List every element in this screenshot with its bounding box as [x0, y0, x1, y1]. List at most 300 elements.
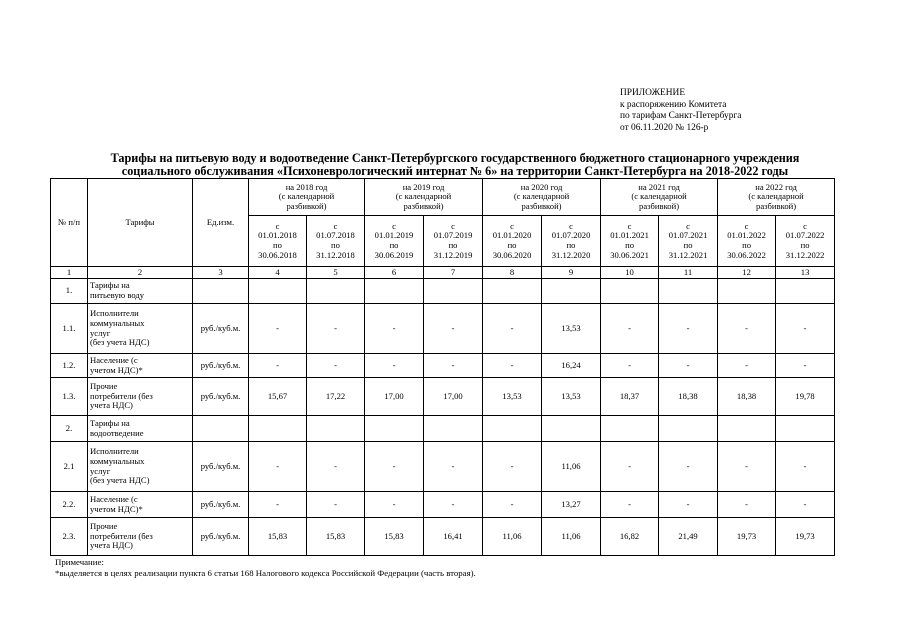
tariff-value [483, 304, 542, 354]
tariff-name-line: Прочие [90, 381, 118, 392]
tariff-value [249, 518, 307, 556]
cell-text: - [803, 460, 807, 471]
column-number [483, 267, 542, 279]
header-year-line: на 2020 год [520, 181, 563, 192]
cell-text: № п/п [58, 216, 80, 227]
header-period-line: 31.12.2022 [785, 249, 825, 260]
row-tariff-name [88, 416, 193, 442]
appendix-line: ПРИЛОЖЕНИЕ [620, 88, 686, 98]
cell-text: 16,41 [443, 530, 463, 541]
row-number [51, 416, 88, 442]
column-number [659, 267, 718, 279]
tariff-value [365, 442, 424, 492]
header-period-line: 01.07.2020 [551, 230, 591, 241]
table-row [51, 416, 835, 442]
cell-text: - [628, 322, 631, 333]
tariff-value [659, 518, 718, 556]
cell-text: - [628, 359, 631, 370]
tariff-value [776, 518, 835, 556]
tariff-value [601, 416, 659, 442]
tariff-value [365, 304, 424, 354]
tariff-value [365, 518, 424, 556]
header-period-line: 30.06.2020 [492, 249, 532, 260]
tariff-value [659, 354, 718, 378]
tariff-value [365, 354, 424, 378]
tariff-value [307, 442, 365, 492]
tariff-name-line: Население (с [90, 493, 138, 504]
header-period [659, 216, 718, 267]
cell-text: 4 [275, 266, 280, 277]
tariff-value [483, 416, 542, 442]
tariff-value [718, 279, 776, 304]
header-period-line: с [275, 220, 280, 231]
header-year [718, 179, 835, 216]
tariff-value [365, 378, 424, 416]
cell-text: 1 [66, 266, 72, 277]
tariff-value [483, 279, 542, 304]
row-unit [193, 378, 249, 416]
cell-text: - [334, 498, 337, 509]
cell-text: 15,83 [267, 530, 288, 541]
tariff-value [776, 279, 835, 304]
cell-text: - [334, 322, 337, 333]
row-tariff-name [88, 279, 193, 304]
header-period-line: с [451, 220, 455, 231]
header-period-line: 30.06.2019 [374, 249, 414, 260]
tariff-value [365, 279, 424, 304]
tariff-value [776, 354, 835, 378]
cell-text: - [392, 359, 396, 370]
cell-text: - [510, 359, 514, 370]
tariff-value [659, 442, 718, 492]
header-period [718, 216, 776, 267]
tariff-name-line: потребители (без [90, 390, 153, 401]
tariff-value [249, 304, 307, 354]
header-period-line: по [683, 240, 693, 250]
header-year-line: (с календарной [278, 191, 335, 202]
header-period-line: 31.12.2018 [316, 249, 355, 260]
tariff-value [424, 378, 483, 416]
tariff-name-line: Тарифы на [90, 280, 130, 291]
cell-text: 13,53 [561, 322, 581, 333]
cell-text: 18,37 [619, 390, 640, 401]
header-period-line: по [625, 240, 634, 250]
tariff-value [249, 492, 307, 518]
tariff-value [776, 492, 835, 518]
row-unit [193, 492, 249, 518]
cell-text: 19,73 [795, 530, 815, 541]
header-period-line: 31.12.2021 [668, 249, 708, 260]
table-row [51, 378, 835, 416]
column-number [424, 267, 483, 279]
cell-text: - [745, 498, 748, 509]
tariff-value [718, 442, 776, 492]
header-year [365, 179, 483, 216]
cell-text: - [510, 322, 514, 333]
header-period-line: 01.01.2020 [492, 230, 532, 241]
header-period-line: 30.06.2022 [727, 249, 766, 260]
tariff-value [249, 416, 307, 442]
header-period-line: 01.01.2021 [610, 230, 649, 241]
row-tariff-name [88, 354, 193, 378]
cell-text: 2.1 [63, 460, 75, 471]
cell-text: - [745, 322, 748, 333]
tariff-name-line: учетом НДС)* [90, 503, 143, 514]
tariff-value [307, 279, 365, 304]
tariff-value [424, 304, 483, 354]
header-year-line: на 2019 год [402, 181, 445, 192]
cell-text: 13,53 [561, 390, 581, 401]
header-period [424, 216, 483, 267]
tariff-value [307, 518, 365, 556]
column-number [542, 267, 601, 279]
tariff-value [718, 304, 776, 354]
tariff-value [776, 304, 835, 354]
cell-text: 1.3. [62, 390, 76, 401]
tariff-value [483, 354, 542, 378]
header-period-line: по [389, 240, 399, 250]
cell-text: - [392, 498, 396, 509]
tariff-value [424, 354, 483, 378]
table-row [51, 518, 835, 556]
tariff-value [542, 518, 601, 556]
appendix-block [620, 88, 741, 134]
cell-text: 17,22 [325, 390, 346, 401]
cell-text: 11,06 [502, 530, 522, 541]
header-year-line: разбивкой) [521, 200, 562, 211]
header-period-line: 30.06.2018 [258, 249, 297, 260]
tariff-value [542, 416, 601, 442]
cell-text: 13,53 [502, 390, 522, 401]
cell-text: 2. [65, 422, 73, 433]
table-row [51, 442, 835, 492]
header-unit [193, 179, 249, 267]
cell-text: 1. [65, 285, 73, 296]
cell-text: - [686, 322, 690, 333]
cell-text: - [803, 322, 807, 333]
header-period-line: с [627, 220, 632, 231]
row-number [51, 442, 88, 492]
cell-text: 5 [333, 266, 338, 277]
header-row-years [51, 179, 835, 216]
header-period [483, 216, 542, 267]
cell-text: - [686, 460, 690, 471]
tariff-name-line: Население (с [90, 354, 138, 365]
column-number [307, 267, 365, 279]
tariff-name-line: коммунальных [90, 317, 145, 328]
tariff-name-line: (без учета НДС) [90, 475, 150, 486]
header-period-line: по [742, 240, 752, 250]
row-number [51, 354, 88, 378]
header-period-line: 01.07.2018 [316, 230, 355, 241]
cell-text: 17,00 [384, 390, 404, 401]
cell-text: - [392, 322, 396, 333]
header-year-line: разбивкой) [403, 200, 444, 211]
cell-text: 1.1. [62, 322, 76, 333]
cell-text: - [334, 460, 337, 471]
header-year [249, 179, 365, 216]
tariff-value [718, 492, 776, 518]
tariff-value [249, 354, 307, 378]
row-number [51, 304, 88, 354]
table-row [51, 279, 835, 304]
cell-text: - [686, 359, 690, 370]
header-period-line: 01.07.2022 [785, 230, 825, 241]
tariff-value [718, 518, 776, 556]
header-period [776, 216, 835, 267]
row-unit [193, 279, 249, 304]
header-period-line: по [507, 240, 517, 250]
title-line: социального обслуживания «Психоневрологический интернат № 6» на территории Санкт-Петербурга на 2018-2022 годы [121, 164, 789, 178]
tariff-name-line: Исполнители [90, 446, 139, 457]
header-period-line: с [333, 220, 338, 231]
column-number [193, 267, 249, 279]
column-number [776, 267, 835, 279]
cell-text: 18,38 [736, 390, 757, 401]
tariff-value [601, 279, 659, 304]
tariff-value [249, 279, 307, 304]
tariff-value [659, 416, 718, 442]
tariff-value [307, 378, 365, 416]
title-line: Тарифы на питьевую воду и водоотведение Санкт-Петербургского государственного бюджетного стационарного учреждения [110, 151, 800, 165]
header-year [483, 179, 601, 216]
row-unit [193, 518, 249, 556]
tariff-name-line: учетом НДС)* [90, 364, 143, 375]
header-period-line: 01.07.2019 [433, 230, 473, 241]
cell-text: 2.2. [62, 498, 76, 509]
header-period-line: 31.12.2020 [551, 249, 591, 260]
tariff-name-line: питьевую воду [90, 290, 145, 300]
tariff-name-line: Прочие [90, 521, 118, 532]
header-year-line: (с календарной [631, 191, 687, 202]
header-year-line: на 2021 год [638, 181, 680, 192]
cell-text: 9 [568, 266, 574, 277]
table-row [51, 354, 835, 378]
header-tariffs [88, 179, 193, 267]
tariff-value [307, 304, 365, 354]
tariff-value [718, 378, 776, 416]
tariff-name-line: (без учета НДС) [90, 337, 150, 348]
tariff-value [776, 416, 835, 442]
header-year-line: на 2018 год [285, 181, 328, 192]
row-tariff-name [88, 518, 193, 556]
footnote-text: *выделяется в целях реализации пункта 6 статьи 168 Налогового кодекса Российской Федерации (часть вторая). [55, 568, 476, 578]
cell-text: 3 [218, 266, 223, 277]
tariff-value [365, 492, 424, 518]
cell-text: 2.3. [62, 530, 76, 541]
tariff-value [601, 378, 659, 416]
header-period-line: с [803, 220, 807, 231]
cell-text: 13 [800, 266, 810, 277]
tariff-value [718, 416, 776, 442]
tariff-value [542, 304, 601, 354]
cell-text: - [510, 460, 514, 471]
cell-text: 8 [509, 266, 515, 277]
header-period [249, 216, 307, 267]
tariff-value [542, 279, 601, 304]
column-number [51, 267, 88, 279]
header-year-line: на 2022 год [755, 181, 797, 192]
cell-text: 18,38 [678, 390, 698, 401]
tariff-value [659, 378, 718, 416]
header-year-line: разбивкой) [756, 200, 797, 211]
header-period-line: по [331, 240, 340, 250]
tariff-value [542, 442, 601, 492]
tariff-value [483, 378, 542, 416]
cell-text: руб./куб.м. [200, 322, 241, 333]
header-period-line: с [744, 220, 749, 231]
header-year-line: (с календарной [395, 191, 452, 202]
tariff-name-line: Исполнители [90, 308, 139, 319]
cell-text: - [334, 359, 337, 370]
tariff-value [718, 354, 776, 378]
row-unit [193, 304, 249, 354]
tariffs-table [50, 178, 835, 556]
header-period [542, 216, 601, 267]
header-period-line: 01.01.2019 [374, 230, 414, 241]
row-number [51, 279, 88, 304]
cell-text: - [276, 498, 279, 509]
table-row [51, 304, 835, 354]
cell-text: 13,27 [561, 498, 581, 509]
cell-text: - [276, 359, 279, 370]
tariff-value [601, 304, 659, 354]
cell-text: 15,67 [267, 390, 288, 401]
column-number [365, 267, 424, 279]
tariff-name-line: учета НДС) [90, 400, 133, 411]
tariff-value [659, 492, 718, 518]
cell-text: Ед.изм. [206, 216, 235, 227]
column-number [601, 267, 659, 279]
tariff-value [776, 378, 835, 416]
header-period-line: по [566, 240, 576, 250]
cell-text: 10 [625, 266, 634, 277]
tariff-value [542, 492, 601, 518]
header-period-line: 01.07.2021 [668, 230, 708, 241]
tariff-value [249, 378, 307, 416]
tariff-value [542, 378, 601, 416]
tariff-value [483, 442, 542, 492]
cell-text: - [276, 460, 279, 471]
cell-text: руб./куб.м. [200, 390, 241, 401]
tariff-name-line: учета НДС) [90, 540, 133, 551]
tariff-value [424, 518, 483, 556]
cell-text: - [510, 498, 514, 509]
header-period-line: с [510, 220, 514, 231]
cell-text: 21,49 [678, 530, 698, 541]
tariff-value [424, 442, 483, 492]
cell-text: 11,06 [561, 460, 581, 471]
tariff-name-line: коммунальных [90, 455, 145, 466]
tariff-name-line: потребители (без [90, 530, 153, 541]
header-year-line: (с календарной [513, 191, 570, 202]
row-unit [193, 442, 249, 492]
row-unit [193, 354, 249, 378]
cell-text: 6 [391, 266, 397, 277]
tariff-value [483, 518, 542, 556]
row-number [51, 492, 88, 518]
header-period-line: по [448, 240, 458, 250]
cell-text: - [392, 460, 396, 471]
header-period-line: 01.01.2022 [727, 230, 766, 241]
cell-text: руб./куб.м. [200, 530, 241, 541]
cell-text: 11 [683, 266, 693, 277]
cell-text: 11,06 [561, 530, 581, 541]
cell-text: - [276, 322, 279, 333]
cell-text: руб./куб.м. [200, 460, 241, 471]
tariff-value [601, 492, 659, 518]
header-period-line: с [392, 220, 396, 231]
tariff-value [601, 354, 659, 378]
row-tariff-name [88, 304, 193, 354]
cell-text: - [628, 498, 631, 509]
header-period-line: 30.06.2021 [610, 249, 649, 260]
cell-text: 19,73 [736, 530, 757, 541]
cell-text: - [803, 498, 807, 509]
tariff-name-line: услуг [90, 465, 111, 476]
tariff-value [424, 279, 483, 304]
tariff-value [659, 304, 718, 354]
row-tariff-name [88, 442, 193, 492]
header-year [601, 179, 718, 216]
footnote-label: Примечание: [55, 557, 104, 567]
cell-text: 12 [742, 266, 751, 277]
header-period-line: по [273, 240, 282, 250]
cell-text: - [745, 359, 748, 370]
tariff-value [776, 442, 835, 492]
header-year-line: (с календарной [748, 191, 804, 202]
tariff-value [601, 442, 659, 492]
cell-text: 7 [450, 266, 456, 277]
tariff-name-line: Тарифы на [90, 417, 130, 428]
tariff-value [424, 492, 483, 518]
tariff-value [307, 416, 365, 442]
column-number [249, 267, 307, 279]
appendix-line: от 06.11.2020 № 126-р [620, 122, 709, 133]
cell-text: руб./куб.м. [200, 359, 241, 370]
tariff-value [542, 354, 601, 378]
header-period [307, 216, 365, 267]
tariff-value [601, 518, 659, 556]
header-num [51, 179, 88, 267]
header-period-line: 31.12.2019 [433, 249, 473, 260]
cell-text: руб./куб.м. [200, 498, 241, 509]
row-number [51, 378, 88, 416]
table-row [51, 492, 835, 518]
tariff-value [307, 354, 365, 378]
tariff-name-line: водоотведение [90, 427, 144, 438]
cell-text: 19,78 [795, 390, 815, 401]
cell-text: - [451, 460, 455, 471]
row-tariff-name [88, 492, 193, 518]
cell-text: - [745, 460, 748, 471]
cell-text: - [451, 322, 455, 333]
tariff-name-line: услуг [90, 327, 111, 338]
header-period-line: по [800, 240, 810, 250]
tariff-value [424, 416, 483, 442]
header-period [365, 216, 424, 267]
cell-text: - [628, 460, 631, 471]
tariff-value [483, 492, 542, 518]
document-title [40, 152, 870, 178]
header-year-line: разбивкой) [286, 200, 327, 211]
cell-text: 2 [137, 266, 143, 277]
cell-text: - [686, 498, 690, 509]
cell-text: Тарифы [125, 216, 155, 227]
cell-text: 16,82 [619, 530, 640, 541]
header-year-line: разбивкой) [639, 200, 680, 211]
cell-text: - [451, 498, 455, 509]
